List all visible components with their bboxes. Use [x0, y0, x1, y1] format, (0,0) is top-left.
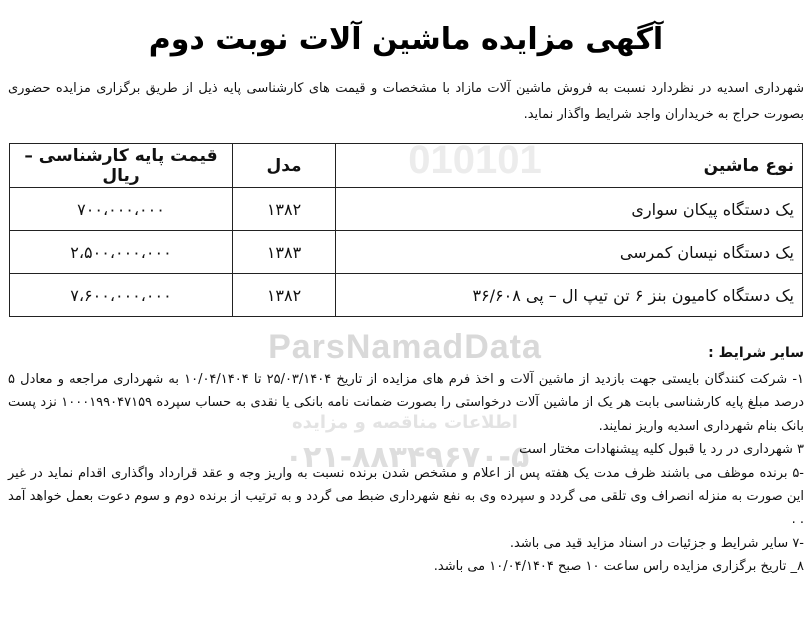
header-model: مدل — [233, 144, 336, 188]
condition-item: -۷ سایر شرایط و جزئیات در اسناد مزاید قید می باشد. — [509, 535, 804, 551]
condition-item: -۵ برنده موظف می باشند ظرف مدت یک هفته پس از اعلام و مشخص شدن برنده نسبت به واریز وجه و عقد قرارداد واگذاری اقدام نماید در غیر این صورت به منزله انصراف وی تلقی می گردد و سپرده وی به نفع شهرداری ضبط می گردد و به ترتیب از برنده دوم و سوم دعوت بعمل خواهد آمد . . — [8, 465, 804, 528]
watermark-digits: 010101 — [408, 138, 542, 182]
table-row — [10, 188, 803, 231]
header-machine-type: نوع ماشین — [336, 144, 803, 188]
watermark-phone: ۰۲۱-۸۸۳۴۹۶۷۰-۵ — [284, 440, 530, 475]
row-price: ۷،۶۰۰،۰۰۰،۰۰۰ — [10, 274, 233, 317]
table-row — [10, 231, 803, 274]
conditions-list — [8, 368, 804, 579]
row-machine-name: یک دستگاه نیسان کمرسی — [336, 231, 803, 274]
table-row — [10, 274, 803, 317]
row-model: ۱۳۸۲ — [233, 188, 336, 231]
condition-item: ۱- شرکت کنندگان بایستی جهت بازدید از ماشین آلات و اخذ فرم های مزایده از تاریخ ۲۵/۰۳/۱۴۰۴ تا ۱۰/۰۴/۱۴۰۴ به شهرداری مراجعه و معادل ۵ درصد مبلغ پایه کارشناسی بابت هر یک از ماشین آلات درخواستی را بصورت ضمانت نامه بانکی یا نقدی به حساب سپرده ۱۰۰۰۱۹۹۰۴۷۱۵۹ نزد پست بانک بنام شهرداری اسدیه واریز نمایند. — [8, 372, 805, 434]
row-machine-name: یک دستگاه کامیون بنز ۶ تن تیپ ال – پی ۳۶/۶۰۸ — [336, 274, 803, 317]
row-model: ۱۳۸۲ — [233, 274, 336, 317]
table-header-row — [10, 144, 803, 188]
watermark-subtitle: اطلاعات مناقصه و مزایده — [292, 412, 518, 433]
watermark-brand: ParsNamadData — [268, 328, 542, 366]
condition-item: ۸_ تاریخ برگزاری مزایده راس ساعت ۱۰ صبح ۱۰/۰۴/۱۴۰۴ می باشد. — [433, 559, 804, 575]
row-price: ۷۰۰،۰۰۰،۰۰۰ — [10, 188, 233, 231]
intro-paragraph: شهرداری اسدیه در نظردارد نسبت به فروش ماشین آلات مازاد با مشخصات و قیمت های کارشناسی پایه ذیل از طریق برگزاری مزایده حضوری بصورت حراج به خریداران واجد شرایط واگذار نماید. — [8, 81, 804, 122]
condition-item: ۳ شهرداری در رد یا قبول کلیه پیشنهادات مختار است — [519, 442, 804, 458]
row-machine-name: یک دستگاه پیکان سواری — [336, 188, 803, 231]
row-price: ۲،۵۰۰،۰۰۰،۰۰۰ — [10, 231, 233, 274]
header-base-price: قیمت پایه کارشناسی – ریال — [10, 144, 233, 188]
machinery-table — [9, 138, 803, 317]
row-model: ۱۳۸۳ — [233, 231, 336, 274]
page-title: آگهی مزایده ماشین آلات نوبت دوم — [148, 22, 664, 57]
conditions-heading: سایر شرایط : — [708, 345, 804, 361]
